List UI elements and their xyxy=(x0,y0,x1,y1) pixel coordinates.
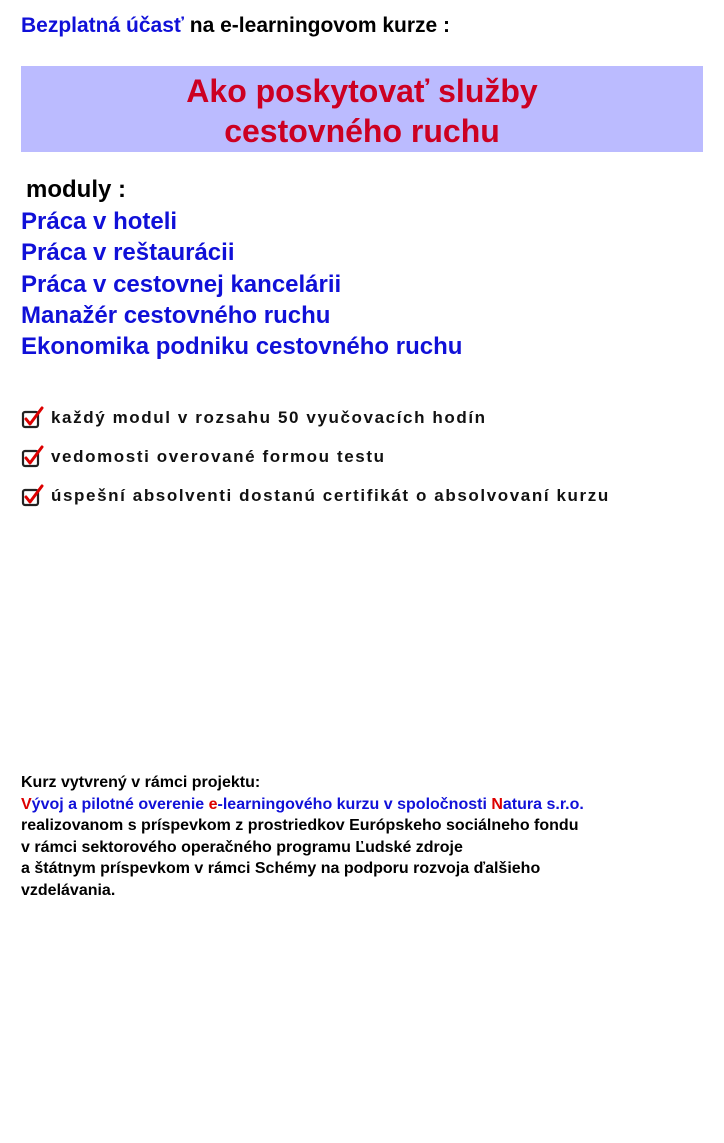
checkbox-check-icon xyxy=(21,484,45,508)
project-initial-e: e xyxy=(208,795,218,813)
footer-line: v rámci sektorového operačného programu Ľudské zdroje xyxy=(21,838,463,856)
project-text: atura s.r.o. xyxy=(502,795,584,813)
footer-line: Kurz vytvrený v rámci projektu: xyxy=(21,774,261,791)
footer-line: realizovanom s príspevkom z prostriedkov Európskeho sociálneho fondu xyxy=(21,817,579,835)
course-title-line-1: Ako poskytovať služby xyxy=(186,73,538,109)
feature-item xyxy=(21,437,610,476)
footer-line: a štátnym príspevkom v rámci Schémy na podporu rozvoja ďalšieho xyxy=(21,860,541,878)
module-item: Práca v hoteli xyxy=(21,208,178,235)
module-item: Ekonomika podniku cestovného ruchu xyxy=(21,333,463,361)
feature-item xyxy=(21,398,610,437)
project-initial-n: N xyxy=(491,795,503,813)
feature-item xyxy=(21,476,610,515)
feature-text: vedomosti overované formou testu xyxy=(51,446,386,466)
project-text: ývoj a pilotné overenie xyxy=(31,795,209,813)
course-title-line-2: cestovného ruchu xyxy=(224,113,500,149)
title-banner xyxy=(21,66,703,152)
checkbox-check-icon xyxy=(21,406,45,430)
module-item: Práca v reštaurácii xyxy=(21,239,235,267)
project-text: -learningového kurzu v spoločnosti xyxy=(217,795,492,813)
module-item: Manažér cestovného ruchu xyxy=(21,301,331,329)
features-list xyxy=(21,398,610,515)
project-footer xyxy=(21,772,584,902)
modules-label: moduly : xyxy=(26,176,126,203)
intro-rest: na e-learningovom kurze : xyxy=(183,14,451,37)
module-item: Práca v cestovnej kancelárii xyxy=(21,270,342,298)
modules-list xyxy=(21,206,462,362)
intro-heading xyxy=(21,14,450,38)
checkbox-check-icon xyxy=(21,445,45,469)
intro-highlight: Bezplatná účasť xyxy=(21,14,184,37)
project-initial-v: V xyxy=(21,795,32,813)
footer-line: vzdelávania. xyxy=(21,881,116,899)
project-name xyxy=(21,794,584,816)
feature-text: každý modul v rozsahu 50 vyučovacích hodín xyxy=(51,407,487,427)
feature-text: úspešní absolventi dostanú certifikát o absolvovaní kurzu xyxy=(51,485,610,505)
